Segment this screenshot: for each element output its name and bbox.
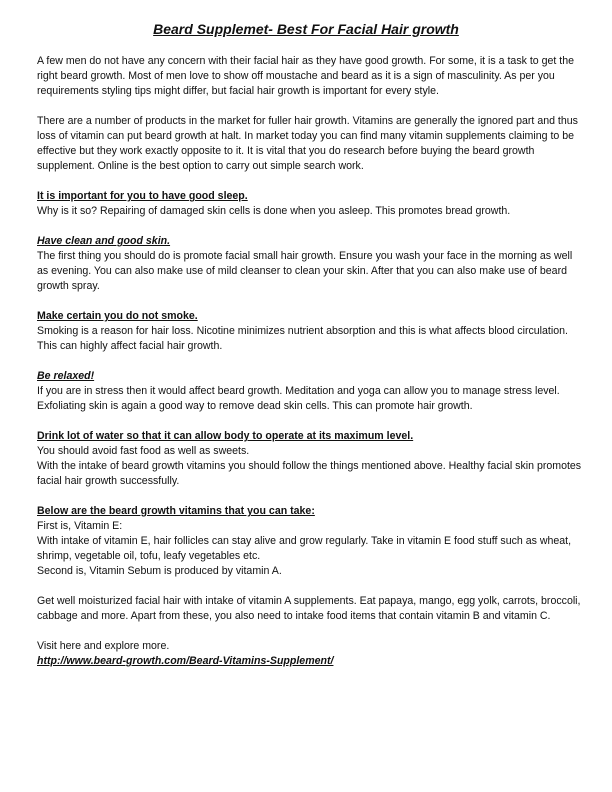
section-text-sleep: Why is it so? Repairing of damaged skin cells is done when you asleep. This promotes bread growth. bbox=[37, 205, 511, 217]
intro-paragraph-2: There are a number of products in the market for fuller hair growth. Vitamins are generally the ignored part and thus loss of vitamin can put beard growth at halt. In market today you can find many vitamin supplements claiming to be effective but they work exactly opposite to it. It is vital that you do research before buying the beard growth supplement. Online is the best option to carry out simple search work. bbox=[37, 115, 578, 172]
section-text-vitamins-3: Second is, Vitamin Sebum is produced by vitamin A. bbox=[37, 565, 282, 577]
intro-paragraph-1: A few men do not have any concern with their facial hair as they have good growth. For some, it is a task to get the right beard growth. Most of men love to show off moustache and beard as it is a sign of masculinity. As per you requirements styling tips might differ, but facial hair growth is important for every style. bbox=[37, 55, 575, 97]
section-heading-vitamins: Below are the beard growth vitamins that you can take: bbox=[37, 505, 315, 517]
section-heading-water: Drink lot of water so that it can allow body to operate at its maximum level. bbox=[37, 430, 414, 442]
section-text-water-2: With the intake of beard growth vitamins you should follow the things mentioned above. Healthy facial skin promotes facial hair growth successfully. bbox=[37, 460, 582, 487]
section-text-vitamins-1: First is, Vitamin E: bbox=[37, 520, 123, 532]
closing-paragraph: Get well moisturized facial hair with intake of vitamin A supplements. Eat papaya, mango, egg yolk, carrots, broccoli, cabbage and more. Apart from these, you also need to intake food items that contain vitamin B and vitamin C. bbox=[37, 595, 581, 622]
document-title: Beard Supplemet- Best For Facial Hair growth bbox=[153, 21, 459, 37]
section-text-relaxed-2: Exfoliating skin is again a good way to remove dead skin cells. This can promote hair growth. bbox=[37, 400, 473, 412]
section-text-vitamins-2: With intake of vitamin E, hair follicles can stay alive and grow regularly. Take in vitamin E food stuff such as wheat, shrimp, vegetable oil, tofu, leafy vegetables etc. bbox=[37, 535, 572, 562]
visit-text: Visit here and explore more. bbox=[37, 640, 170, 652]
section-text-water-1: You should avoid fast food as well as sweets. bbox=[37, 445, 250, 457]
section-heading-smoke: Make certain you do not smoke. bbox=[37, 310, 198, 322]
section-text-skin: The first thing you should do is promote facial small hair growth. Ensure you wash your face in the morning as well as evening. You can also make use of mild cleanser to clean your skin. After that you can also make use of beard growth spray. bbox=[37, 250, 573, 292]
section-text-smoke: Smoking is a reason for hair loss. Nicotine minimizes nutrient absorption and this is what affects blood circulation. This can highly affect facial hair growth. bbox=[37, 325, 568, 352]
section-heading-skin: Have clean and good skin. bbox=[37, 235, 171, 247]
section-heading-relaxed: Be relaxed! bbox=[37, 370, 95, 382]
supplement-link[interactable]: http://www.beard-growth.com/Beard-Vitamins-Supplement/ bbox=[37, 655, 334, 667]
section-heading-sleep: It is important for you to have good sleep. bbox=[37, 190, 248, 202]
section-text-relaxed-1: If you are in stress then it would affect beard growth. Meditation and yoga can allow you to manage stress level. bbox=[37, 385, 560, 397]
document-body bbox=[37, 54, 583, 669]
